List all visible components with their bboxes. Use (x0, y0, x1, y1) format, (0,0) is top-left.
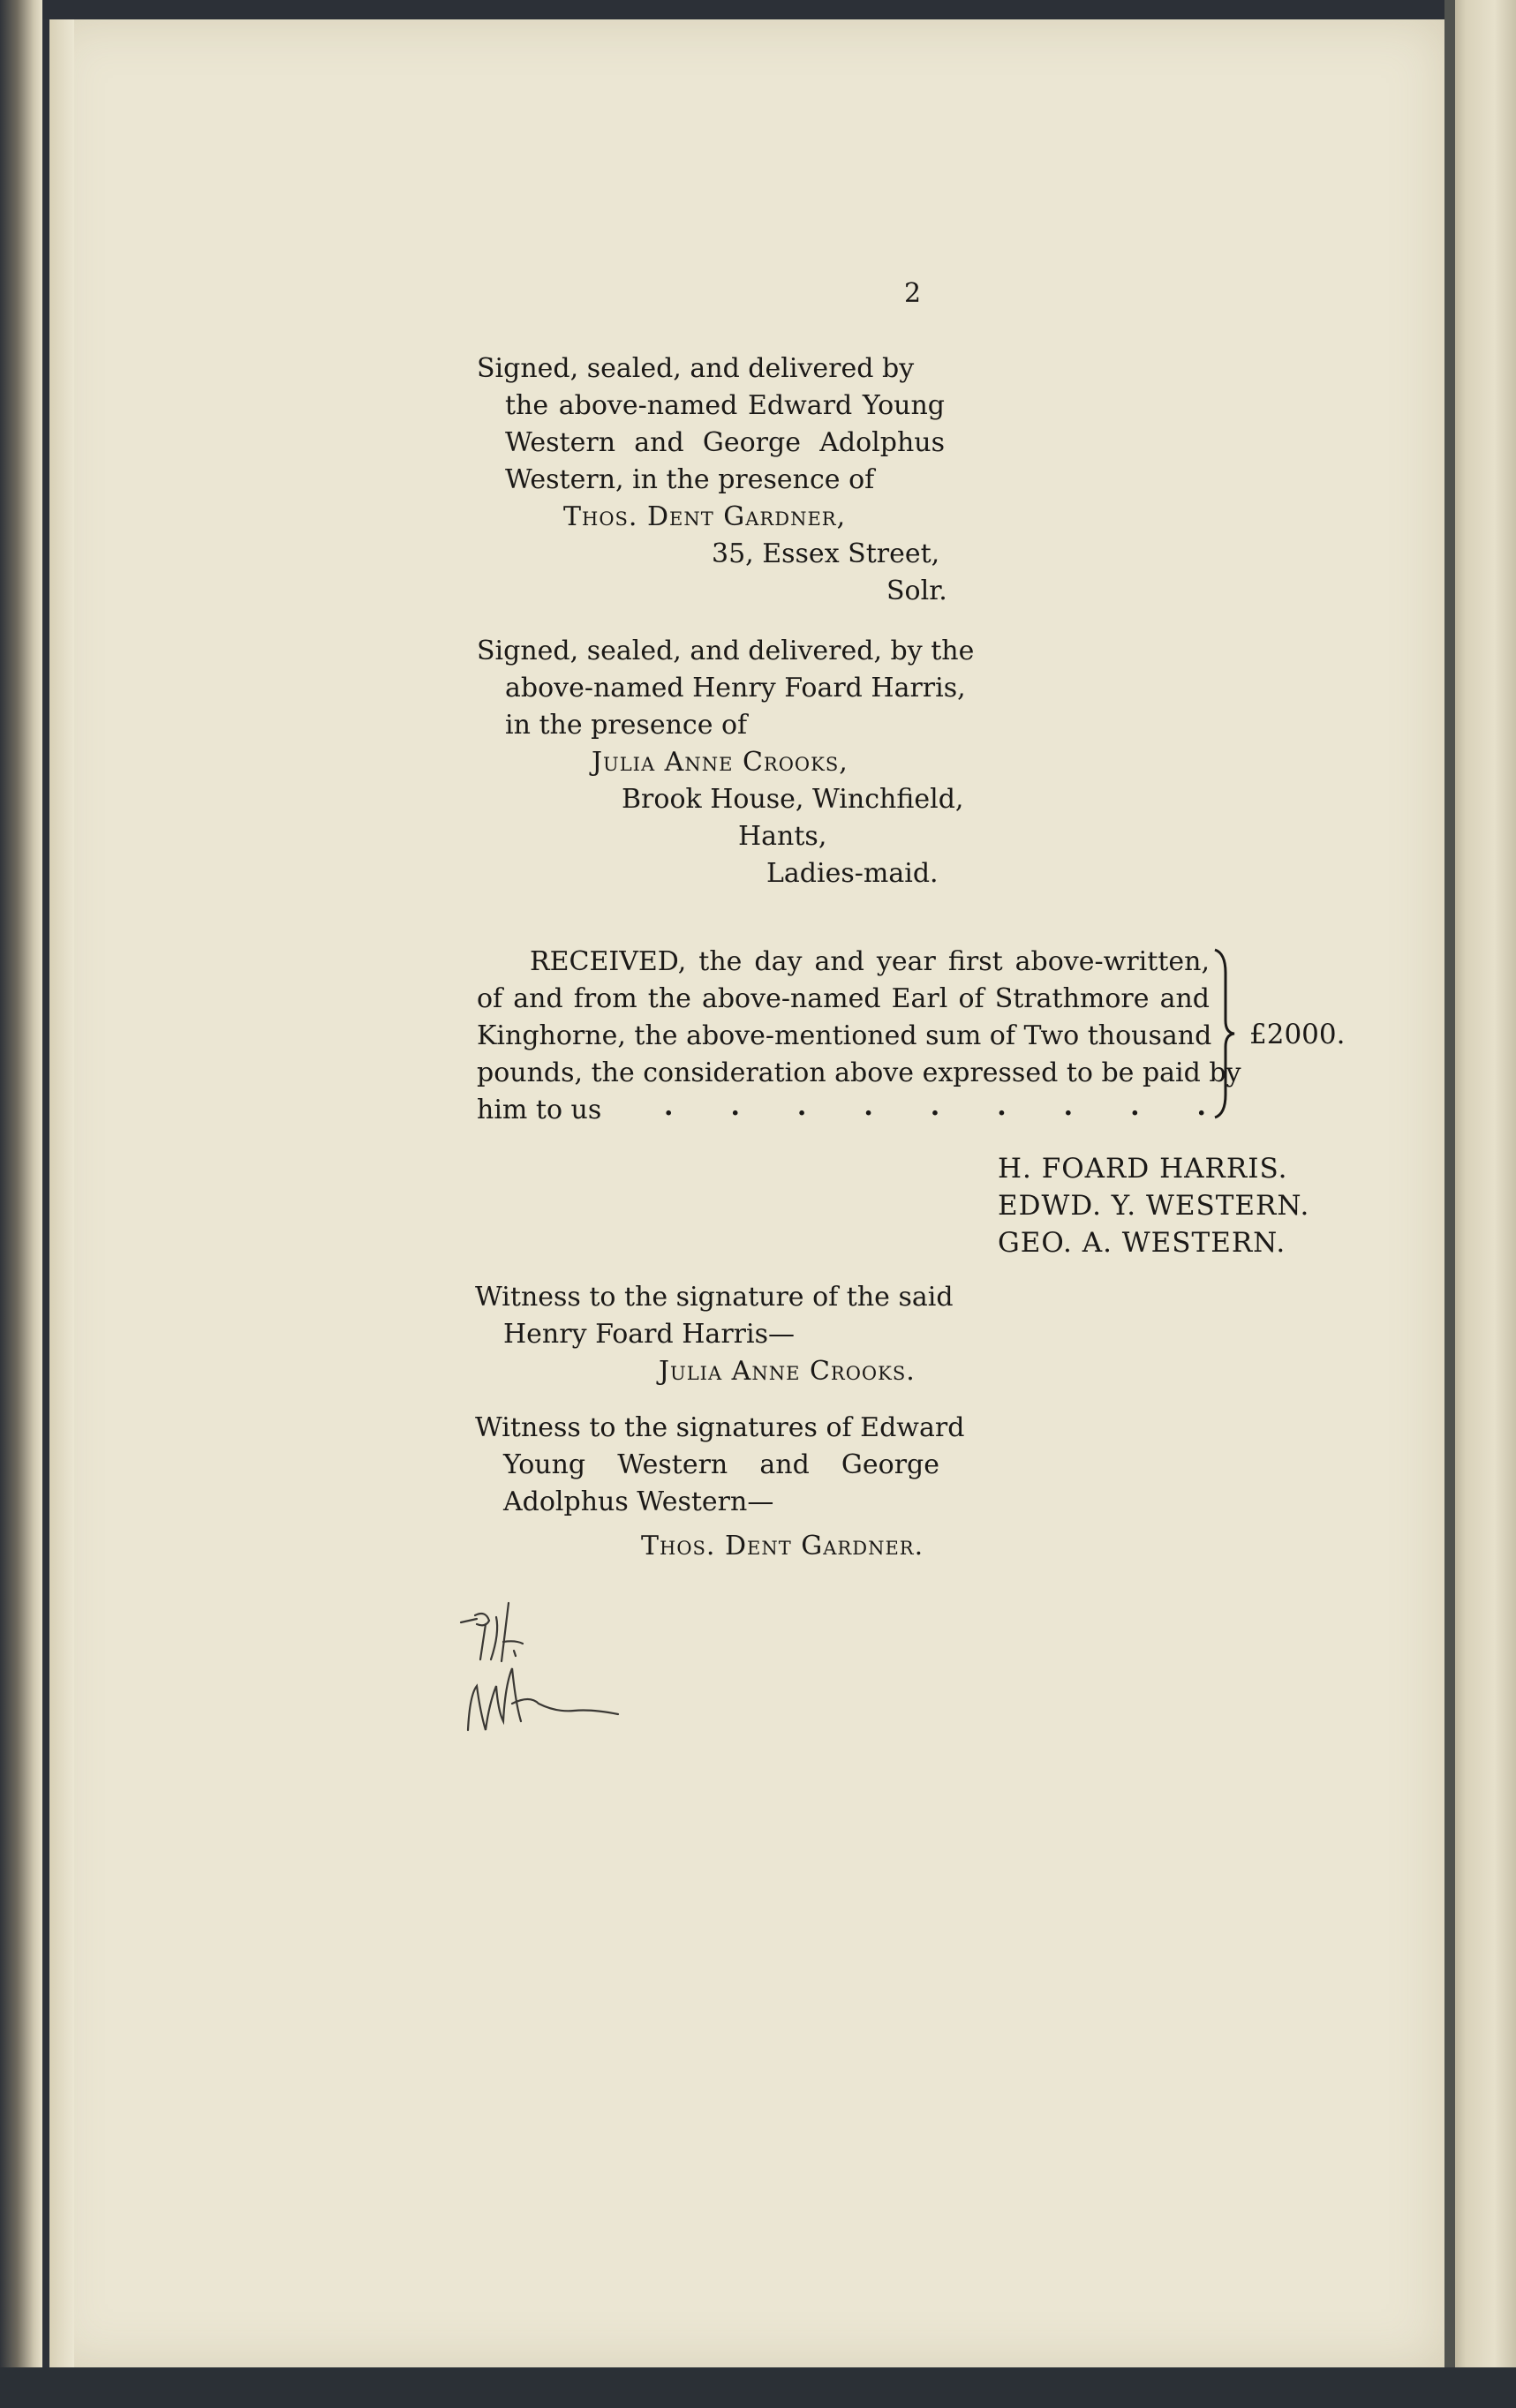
witness-note-2-signature: Thos. Dent Gardner. (641, 1531, 924, 1561)
witness-note-2-line-1: Witness to the signatures of Edward (475, 1412, 965, 1443)
receipt-curly-brace (1211, 946, 1247, 1121)
witness-note-1-signature: Julia Anne Crooks. (659, 1356, 916, 1387)
signatory-3: GEO. A. WESTERN. (998, 1227, 1286, 1259)
attestation-1-witness-name: Thos. Dent Gardner, (563, 501, 847, 532)
signatory-2: EDWD. Y. WESTERN. (998, 1190, 1310, 1222)
attestation-1-line-1 (477, 353, 945, 385)
signatory-1: H. FOARD HARRIS. (998, 1153, 1288, 1185)
page-number: 2 (904, 278, 922, 309)
attestation-2-line-2: above-named Henry Foard Harris, (505, 673, 966, 704)
attestation-2-witness-address: Brook House, Winchfield, (622, 784, 964, 815)
witness-note-1-line-1: Witness to the signature of the said (475, 1282, 954, 1313)
attestation-1-witness-title: Solr. (886, 576, 947, 606)
receipt-line-4: pounds, the consideration above expressed to be paid by (477, 1057, 1241, 1088)
attestation-1-witness-address: 35, Essex Street, (712, 538, 940, 569)
attestation-1-line-1-text: Signed, sealed, and delivered by (477, 353, 915, 384)
attestation-2-witness-title: Ladies-maid. (766, 858, 939, 889)
receipt-line-1: RECEIVED, the day and year first above-written, (530, 946, 1210, 977)
receipt-amount: £2000. (1249, 1019, 1346, 1050)
receipt-line-3: Kinghorne, the above-mentioned sum of Two thousand (477, 1020, 1212, 1051)
attestation-2-witness-county: Hants, (738, 821, 827, 852)
attestation-1-line-4: Western, in the presence of (505, 464, 875, 495)
receipt-line-5: him to us (477, 1095, 602, 1125)
receipt-line-2: of and from the above-named Earl of Strathmore and (477, 983, 1210, 1014)
witness-note-2-line-3: Adolphus Western— (503, 1486, 774, 1517)
witness-note-2-line-2: Young Western and George (503, 1449, 939, 1480)
receipt-leader-dots: . . . . . . . . . (664, 1091, 1208, 1122)
attestation-2-line-1: Signed, sealed, and delivered, by the (477, 636, 975, 666)
attestation-2-witness-name: Julia Anne Crooks, (592, 747, 849, 778)
handwritten-initials-signature (450, 1598, 645, 1748)
attestation-1-line-2: the above-named Edward Young (505, 390, 945, 421)
attestation-2-line-3: in the presence of (505, 710, 748, 741)
attestation-1-line-3: Western and George Adolphus (505, 427, 945, 458)
witness-note-1-line-2: Henry Foard Harris— (503, 1319, 795, 1350)
